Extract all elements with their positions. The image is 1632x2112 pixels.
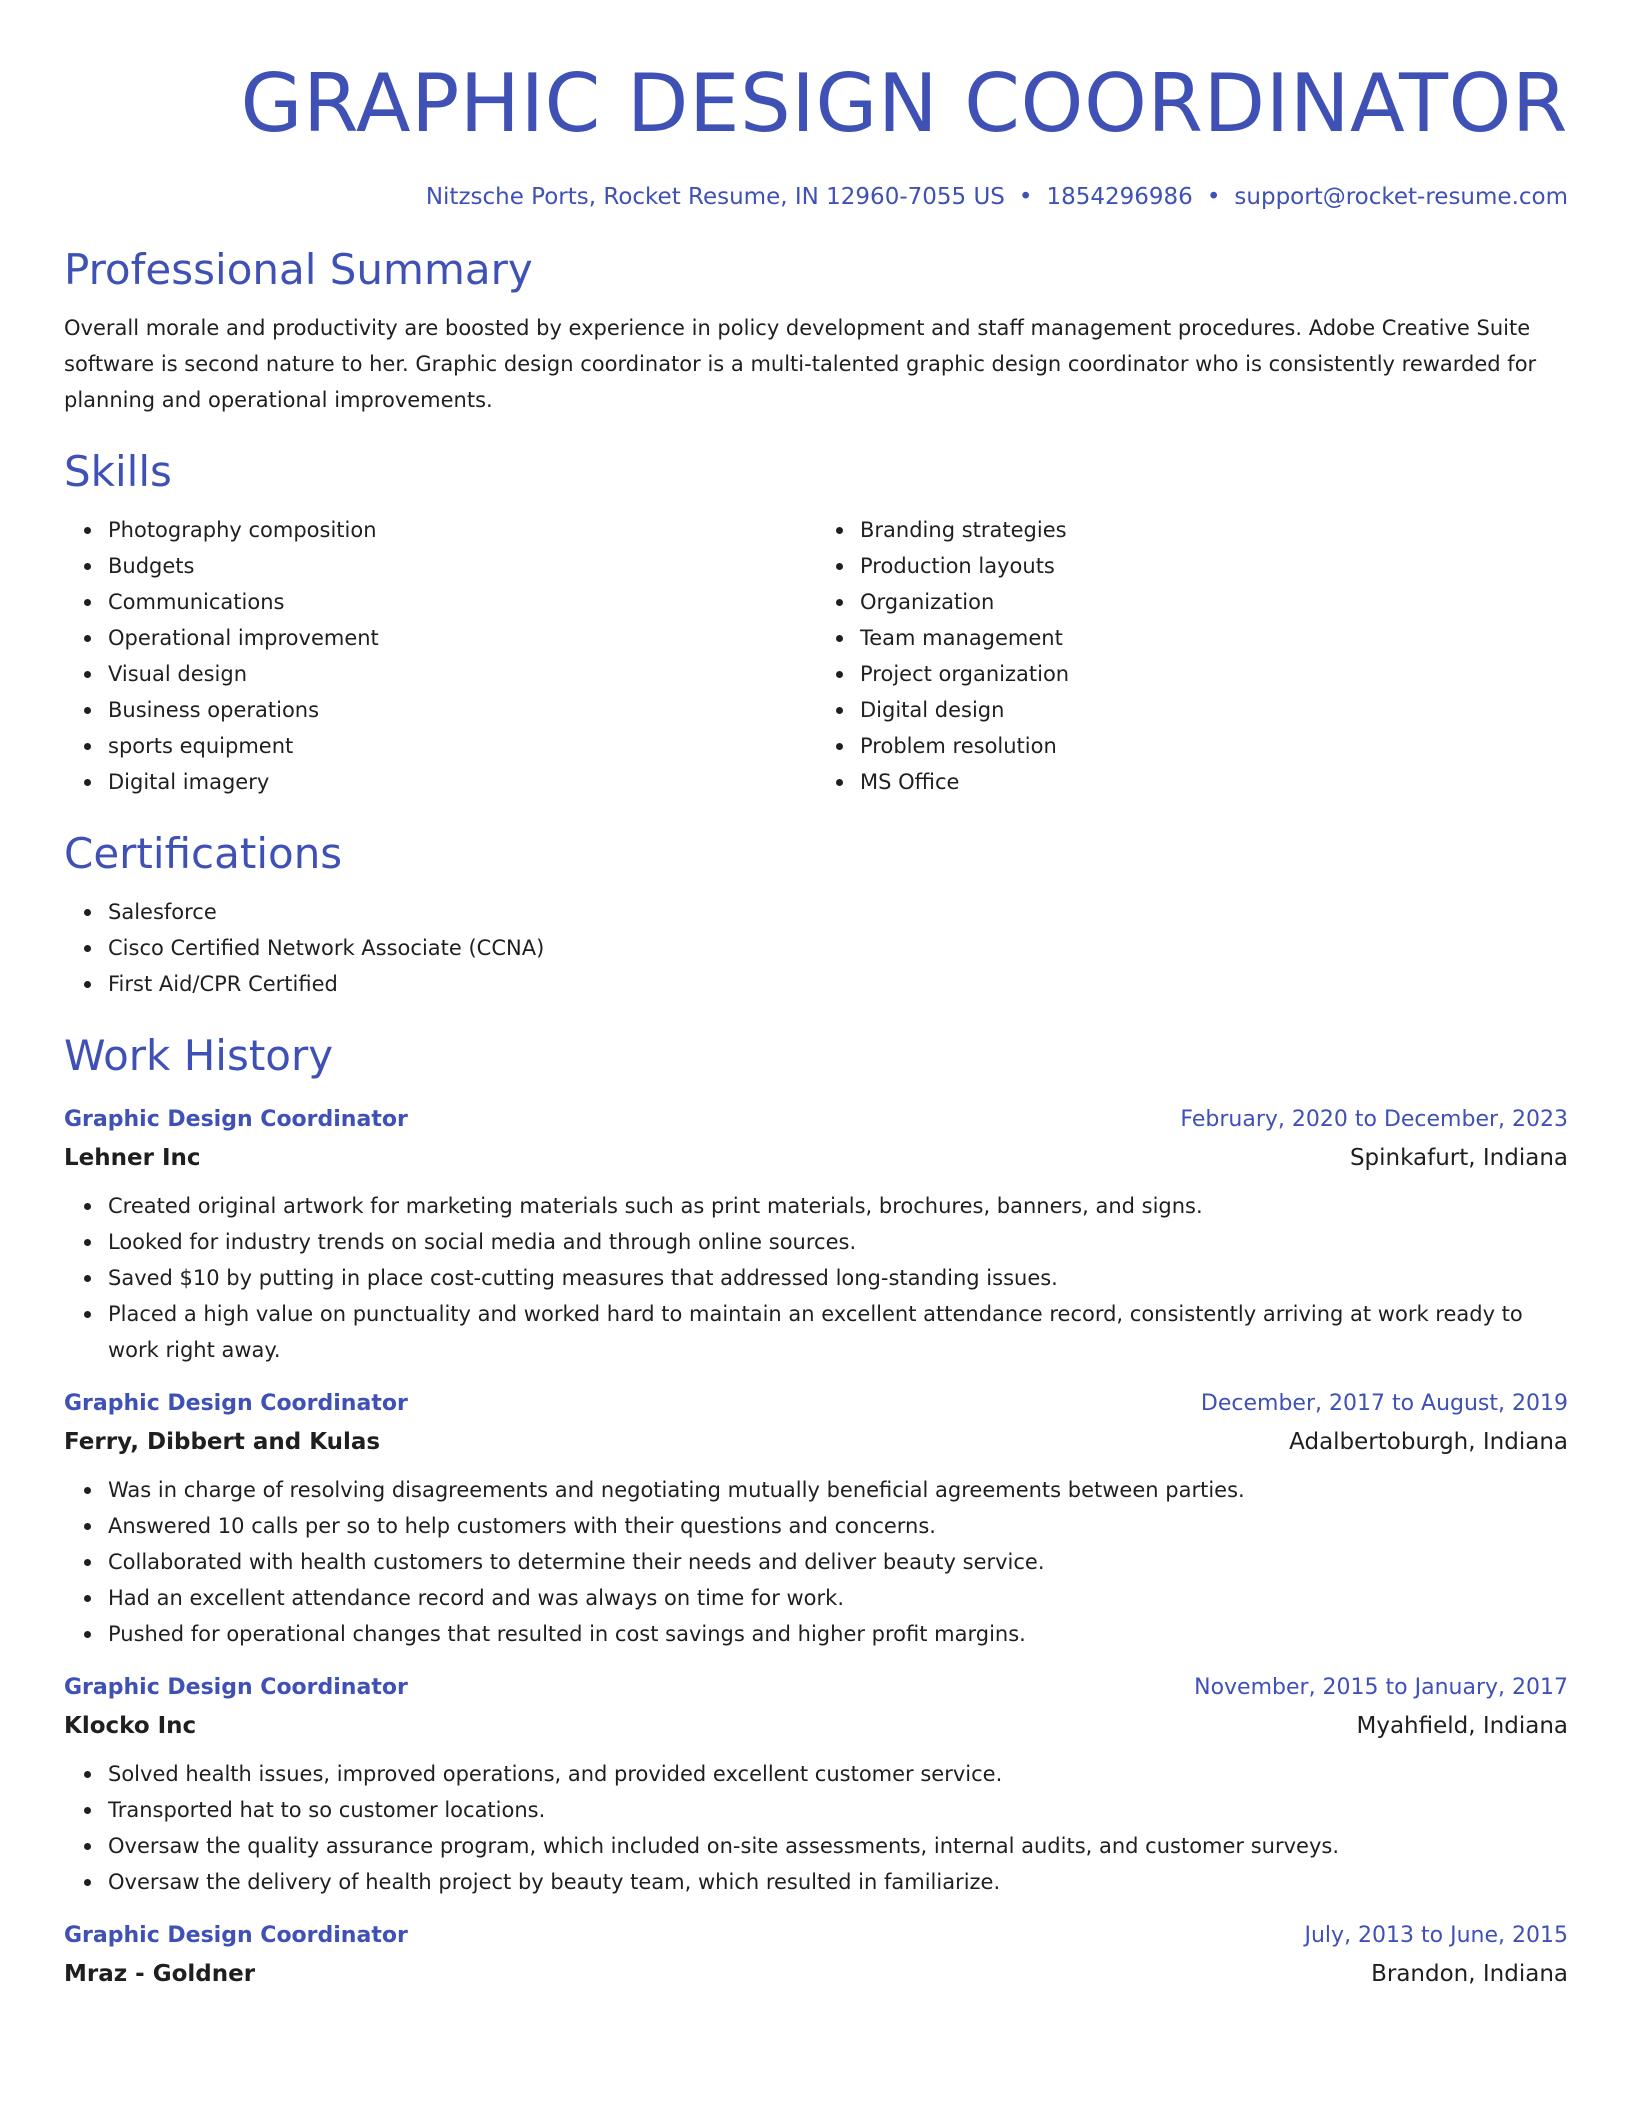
skill-item: Communications <box>108 584 816 620</box>
job-bullet: Placed a high value on punctuality and worked hard to maintain an excellent attendance record, consistently arriving at work ready to work right away. <box>108 1296 1568 1368</box>
skill-item: Team management <box>860 620 1568 656</box>
skill-item: Project organization <box>860 656 1568 692</box>
contact-line <box>64 180 1568 214</box>
certification-item: Salesforce <box>108 894 1568 930</box>
skill-item: Visual design <box>108 656 816 692</box>
skills-list-right <box>816 512 1568 800</box>
job-title-row <box>64 1918 1568 1954</box>
skill-item: Photography composition <box>108 512 816 548</box>
skill-item: MS Office <box>860 764 1568 800</box>
job-bullet: Oversaw the delivery of health project by beauty team, which resulted in familiarize. <box>108 1864 1568 1900</box>
job-location: Brandon, Indiana <box>1371 1961 1568 1987</box>
section-title-summary: Professional Summary <box>64 245 533 294</box>
skill-item: Problem resolution <box>860 728 1568 764</box>
job-company-row <box>64 1706 1568 1746</box>
skills-grid <box>64 500 1568 800</box>
job-bullet: Had an excellent attendance record and was always on time for work. <box>108 1580 1568 1616</box>
job-location: Spinkafurt, Indiana <box>1349 1145 1568 1171</box>
summary-section <box>64 242 1568 418</box>
skills-list-left <box>64 512 816 800</box>
job-location: Myahfield, Indiana <box>1356 1713 1568 1739</box>
certifications-section <box>64 826 1568 1002</box>
skill-item: Organization <box>860 584 1568 620</box>
job-bullet: Created original artwork for marketing materials such as print materials, brochures, banners, and signs. <box>108 1188 1568 1224</box>
job-company: Mraz - Goldner <box>64 1961 256 1987</box>
job-company-row <box>64 1422 1568 1462</box>
job-bullet: Solved health issues, improved operations, and provided excellent customer service. <box>108 1756 1568 1792</box>
job-company: Klocko Inc <box>64 1713 197 1739</box>
job-title: Graphic Design Coordinator <box>64 1391 408 1416</box>
skills-section <box>64 444 1568 800</box>
skill-item: Business operations <box>108 692 816 728</box>
resume-header <box>64 0 1568 214</box>
skill-item: Digital design <box>860 692 1568 728</box>
job-entry <box>64 1918 1568 1994</box>
job-entry <box>64 1386 1568 1652</box>
job-bullets <box>64 1188 1568 1368</box>
job-bullet: Was in charge of resolving disagreements and negotiating mutually beneficial agreements between parties. <box>108 1472 1568 1508</box>
skill-item: sports equipment <box>108 728 816 764</box>
job-bullet: Collaborated with health customers to determine their needs and deliver beauty service. <box>108 1544 1568 1580</box>
job-location: Adalbertoburgh, Indiana <box>1289 1429 1568 1455</box>
skill-item: Budgets <box>108 548 816 584</box>
job-bullet: Answered 10 calls per so to help customers with their questions and concerns. <box>108 1508 1568 1544</box>
contact-separator: • <box>1206 184 1221 210</box>
job-title-row <box>64 1102 1568 1138</box>
job-bullets <box>64 1472 1568 1652</box>
job-dates: February, 2020 to December, 2023 <box>1180 1107 1568 1132</box>
job-bullet: Pushed for operational changes that resulted in cost savings and higher profit margins. <box>108 1616 1568 1652</box>
contact-separator: • <box>1018 184 1033 210</box>
certification-item: Cisco Certified Network Associate (CCNA) <box>108 930 1568 966</box>
job-company: Lehner Inc <box>64 1145 201 1171</box>
job-company-row <box>64 1954 1568 1994</box>
job-title: Graphic Design Coordinator <box>64 1675 408 1700</box>
section-title-work: Work History <box>64 1031 334 1080</box>
summary-text: Overall morale and productivity are boosted by experience in policy development and staff management procedures. Adobe Creative Suite software is second nature to her. Graphic design coordinator is a multi-talented graphic design coordinator who is consistently rewarded for planning and operational improvements. <box>64 316 1537 412</box>
certifications-list <box>64 894 1568 1002</box>
job-title-row <box>64 1670 1568 1706</box>
certification-item: First Aid/CPR Certified <box>108 966 1568 1002</box>
job-title: Graphic Design Coordinator <box>64 1923 408 1948</box>
job-dates: November, 2015 to January, 2017 <box>1194 1675 1568 1700</box>
skill-item: Production layouts <box>860 548 1568 584</box>
skill-item: Branding strategies <box>860 512 1568 548</box>
contact-email[interactable]: support@rocket-resume.com <box>1234 184 1568 210</box>
job-dates: July, 2013 to June, 2015 <box>1304 1923 1568 1948</box>
skill-item: Digital imagery <box>108 764 816 800</box>
job-title: Graphic Design Coordinator <box>64 1107 408 1132</box>
job-company-row <box>64 1138 1568 1178</box>
job-list <box>64 1102 1568 1994</box>
work-section <box>64 1028 1568 1994</box>
job-bullet: Looked for industry trends on social media and through online sources. <box>108 1224 1568 1260</box>
job-dates: December, 2017 to August, 2019 <box>1200 1391 1568 1416</box>
job-company: Ferry, Dibbert and Kulas <box>64 1429 381 1455</box>
section-title-certifications: Certifications <box>64 829 343 878</box>
skill-item: Operational improvement <box>108 620 816 656</box>
job-bullet: Oversaw the quality assurance program, which included on-site assessments, internal audits, and customer surveys. <box>108 1828 1568 1864</box>
contact-phone: 1854296986 <box>1046 184 1193 210</box>
job-bullets <box>64 1756 1568 1900</box>
section-title-skills: Skills <box>64 447 172 496</box>
job-bullet: Transported hat to so customer locations. <box>108 1792 1568 1828</box>
job-title-row <box>64 1386 1568 1422</box>
job-bullet: Saved $10 by putting in place cost-cutting measures that addressed long-standing issues. <box>108 1260 1568 1296</box>
job-entry <box>64 1102 1568 1368</box>
candidate-name: GRAPHIC DESIGN COORDINATOR <box>240 57 1568 150</box>
contact-address: Nitzsche Ports, Rocket Resume, IN 12960-7055 US <box>425 184 1005 210</box>
job-entry <box>64 1670 1568 1900</box>
